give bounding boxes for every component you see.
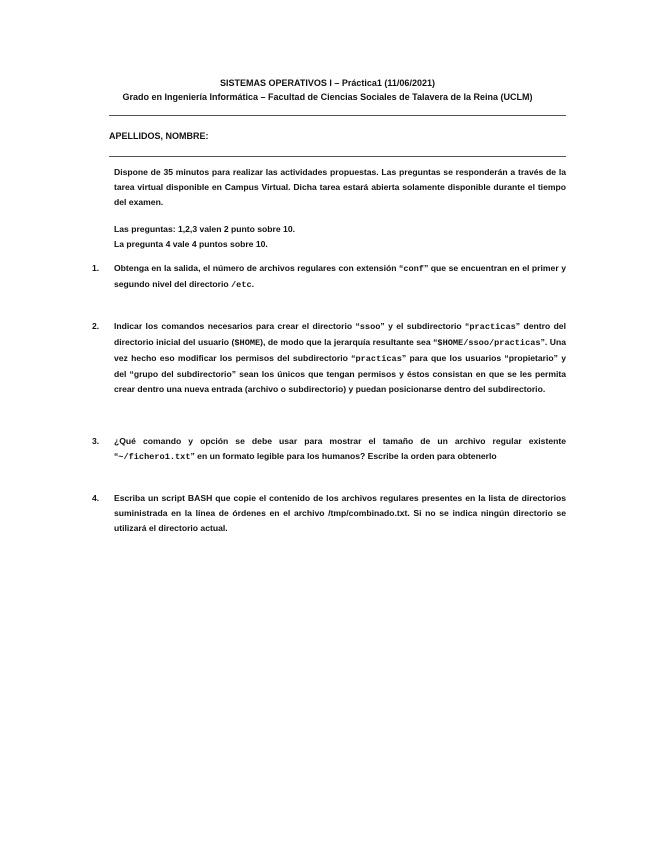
text-run: ” dentro del directorio inicial del usuario (: [114, 321, 566, 347]
code-run: $HOME: [234, 338, 261, 348]
text-run: .: [251, 279, 255, 289]
question-text: [114, 434, 566, 465]
question-number: 3.: [92, 436, 100, 446]
divider-bottom: [109, 156, 566, 157]
text-run: Obtenga en la salida, el número de archivos regulares con extensión “: [114, 263, 404, 273]
text-run: ” que se encuentran en el primer y segundo nivel del directorio: [114, 263, 566, 289]
text-run: ), de modo que la jerarquía resultante sea “: [260, 337, 438, 347]
text-run: ” en un formato legible para los humanos? Escribe la orden para obtenerlo: [190, 451, 497, 461]
code-run: /etc: [231, 280, 252, 290]
text-run: Indicar los comandos necesarios para crear el directorio “: [114, 321, 360, 331]
text-run: ” para que los usuarios “propietario” y del “grupo del subdirectorio” sean los únicos que tengan permisos y éstos consistan en que se les permita crear dentro una nueva entrada (archivo o subdirectorio) y puedan posicionarse dentro del subdirectorio.: [114, 353, 566, 394]
question-1: [92, 261, 566, 293]
code-run: practicas: [469, 322, 516, 332]
code-run: practicas: [355, 354, 402, 364]
text-run: ¿Qué comando y opción se debe usar para mostrar el tamaño de un archivo regular existente “: [114, 436, 566, 461]
code-run: $HOME/ssoo/practicas: [437, 338, 541, 348]
instructions-paragraph: Dispone de 35 minutos para realizar las actividades propuestas. Las preguntas se responderán a través de la tarea virtual disponible en Campus Virtual. Dicha tarea estará abierta solamente disponible durante el tiempo del examen.: [114, 167, 566, 207]
text-run: ”. Una vez hecho eso modificar los permisos del subdirectorio “: [114, 337, 566, 363]
scoring-line-1: Las preguntas: 1,2,3 valen 2 punto sobre 10.: [114, 224, 296, 234]
code-run: ssoo: [359, 322, 381, 332]
question-number: 4.: [92, 493, 100, 503]
question-number: 1.: [92, 263, 100, 273]
divider-top: [109, 115, 566, 116]
exam-subtitle: Grado en Ingeniería Informática – Facultad de Ciencias Sociales de Talavera de la Reina (UCLM): [122, 92, 533, 102]
question-text: [114, 319, 566, 397]
exam-title: SISTEMAS OPERATIVOS I – Práctica1 (11/06/2021): [220, 78, 435, 88]
code-run: ~/fichero1.txt: [118, 452, 191, 462]
code-run: conf: [403, 264, 424, 274]
scoring-paragraph: [114, 222, 566, 252]
text-run: Escriba un script BASH que copie el contenido de los archivos regulares presentes en la lista de directorios suministrada en la línea de órdenes en el archivo /tmp/combinado.txt. Si no se indica ningún directorio se utilizará el directorio actual.: [114, 493, 566, 533]
name-label: APELLIDOS, NOMBRE:: [109, 131, 209, 141]
question-text: [114, 491, 566, 536]
question-text: [114, 261, 566, 293]
question-4: [92, 491, 566, 536]
scoring-line-2: La pregunta 4 vale 4 puntos sobre 10.: [114, 239, 268, 249]
question-3: [92, 434, 566, 465]
question-2: [92, 319, 566, 397]
question-number: 2.: [92, 321, 100, 331]
text-run: ” y el subdirectorio “: [380, 321, 470, 331]
